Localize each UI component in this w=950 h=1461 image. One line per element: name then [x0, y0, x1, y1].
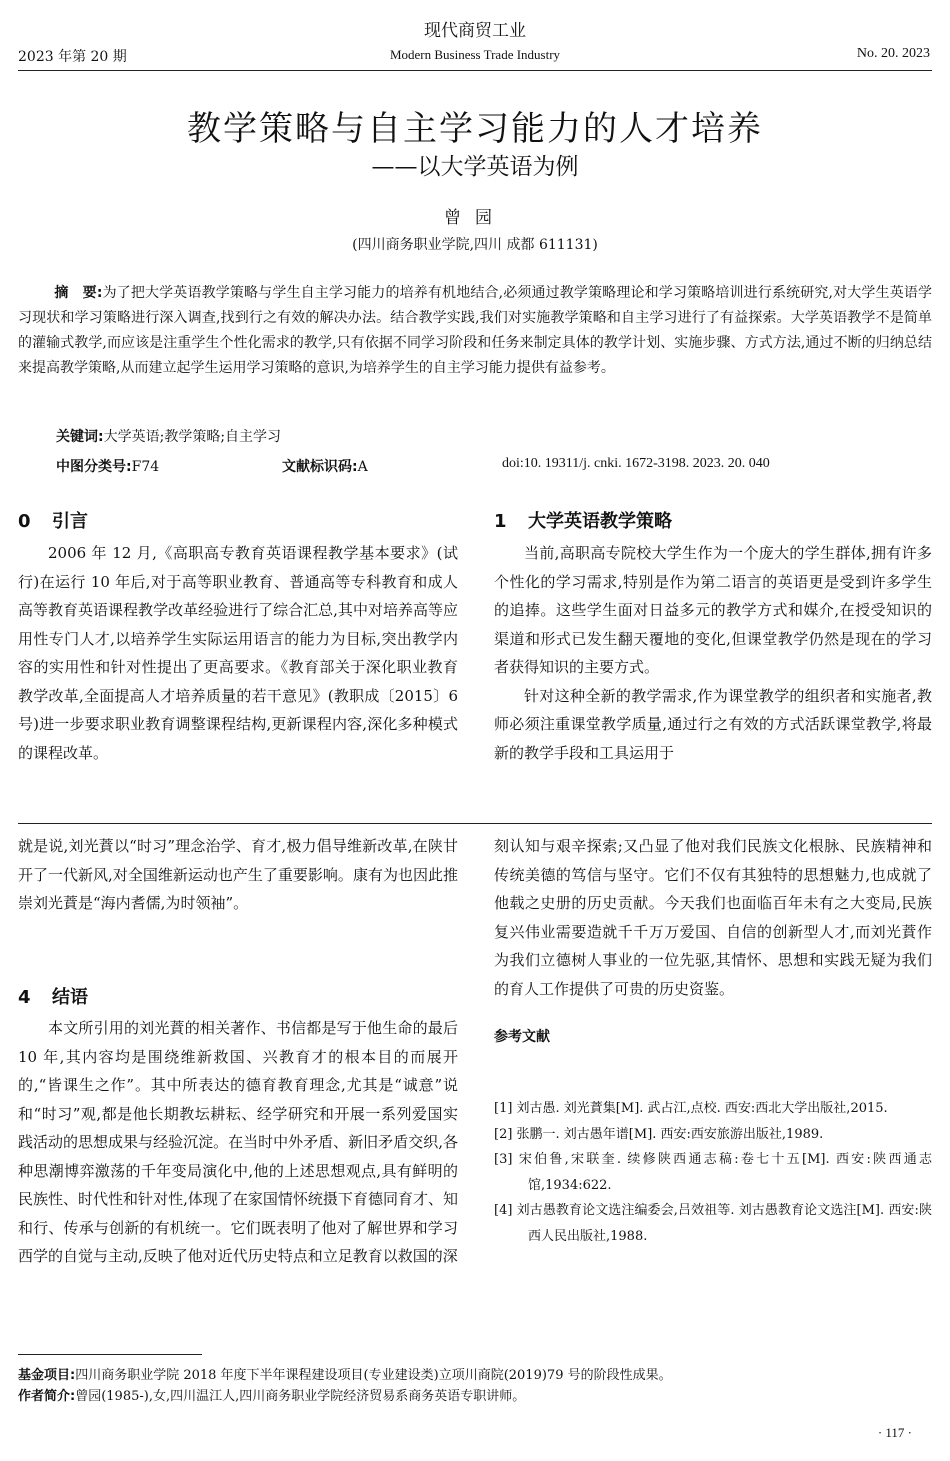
clc-value: F74	[131, 459, 160, 475]
affiliation: (四川商务职业学院,四川 成都 611131)	[352, 237, 598, 253]
page-number: · 117 ·	[877, 1425, 912, 1440]
section-0-body	[18, 539, 458, 767]
abstract-text: 为了把大学英语教学策略与学生自主学习能力的培养有机地结合,必须通过教学策略理论和学习策略培训进行系统研究,对大学生英语学习现状和学习策略进行深入调查,找到行之有效的解决办法。结合教学实践,我们对实施教学策略和自主学习进行了有益探索。大学英语教学不是简单的灌输式教学,而应该是注重学生个性化需求的教学,只有依据不同学习阶段和任务来制定具体的教学计划、实施步骤、方式方法,通过不断的归纳总结来提高教学策略,从而建立起学生运用学习策略的意识,为培养学生的自主学习能力提供有益参考。	[18, 285, 932, 376]
article-title: 教学策略与自主学习能力的人才培养	[187, 109, 763, 149]
section-0-title: 引言	[52, 511, 88, 532]
section-4-body	[18, 1014, 458, 1271]
section-1-title: 大学英语教学策略	[528, 511, 672, 532]
section-1-paragraph-1: 当前,高职高专院校大学生作为一个庞大的学生群体,拥有许多个性化的学习需求,特别是作为第二语言的英语更是受到许多学生的追捧。这些学生面对日益多元的教学方式和媒介,在授受知识的渠道和形式已发生翻天覆地的变化,但课堂教学仍然是现在的学习者获得知识的主要方式。	[494, 544, 932, 676]
left-continuation-paragraph: 就是说,刘光蕡以“时习”理念治学、育才,极力倡导维新改革,在陕甘开了一代新风,对全国维新运动也产生了重要影响。康有为也因此推崇刘光蕡是“海内耆儒,为时领袖”。	[18, 837, 458, 912]
abstract-label: 摘 要:	[54, 285, 103, 301]
section-1-heading	[494, 507, 672, 533]
issue-cn: 2023 年第 20 期	[18, 49, 127, 65]
section-0-heading	[18, 507, 88, 533]
clc-number	[56, 456, 159, 476]
header-rule	[18, 70, 932, 71]
clc-label: 中图分类号:	[56, 459, 132, 475]
keywords-label: 关键词:	[56, 429, 104, 445]
article-subtitle: ——以大学英语为例	[371, 154, 579, 180]
left-continuation	[18, 832, 458, 918]
section-4-paragraph: 本文所引用的刘光蕡的相关著作、书信都是写于他生命的最后 10 年,其内容均是围绕维新救国、兴教育才的根本目的而展开的,“皆课生之作”。其中所表达的德育教育理念,尤其是“诚意”说和“时习”观,都是他长期教坛耕耘、经学研究和开展一系列爱国实践活动的思想成果与经验沉淀。在当时中外矛盾、新旧矛盾交织,各种思潮博弈激荡的千年变局演化中,他的上述思想观点,具有鲜明的民族性、时代性和针对性,体现了在家国情怀统摄下育德同育才、知和行、传承与创新的有机统一。它们既表明了他对了解世界和学习西学的自觉与主动,反映了他对近代历史特点和立足教育以救国的深	[18, 1019, 458, 1265]
keywords-text: 大学英语;教学策略;自主学习	[103, 429, 282, 445]
author-name: 曾园	[444, 208, 506, 228]
doc-code	[282, 456, 368, 476]
fund-note	[18, 1365, 932, 1386]
bio-text: 曾园(1985-),女,四川温江人,四川商务职业学院经济贸易系商务英语专职讲师。	[75, 1389, 526, 1404]
section-1-body	[494, 539, 932, 767]
section-0-number: 0	[18, 511, 31, 532]
reference-item: [2] 张鹏一. 刘古愚年谱[M]. 西安:西安旅游出版社,1989.	[494, 1126, 824, 1142]
reference-item: [1] 刘古愚. 刘光蕡集[M]. 武占江,点校. 西安:西北大学出版社,2015.	[494, 1101, 888, 1116]
right-continuation-paragraph: 刻认知与艰辛探索;又凸显了他对我们民族文化根脉、民族精神和传统美德的笃信与坚守。它们不仅有其独特的思想魅力,也成就了他载之史册的历史贡献。今天我们也面临百年未有之大变局,民族复兴伟业需要造就千千万万爱国、自信的创新型人才,而刘光蕡作为我们立德树人事业的一位先驱,其情怀、思想和实践无疑为我们的育人工作提供了可贵的历史资鉴。	[494, 837, 932, 998]
doc-label: 文献标识码:	[282, 459, 358, 475]
fund-label: 基金项目:	[18, 1368, 76, 1383]
journal-title: 现代商贸工业	[424, 21, 526, 41]
references-title: 参考文献	[494, 1029, 550, 1045]
references-list	[494, 1096, 932, 1249]
section-4-number: 4	[18, 987, 31, 1008]
footnote-rule	[18, 1354, 202, 1355]
section-4-heading	[18, 983, 88, 1009]
section-1-paragraph-2: 针对这种全新的教学需求,作为课堂教学的组织者和实施者,教师必须注重课堂教学质量,通过行之有效的方式活跃课堂教学,将最新的教学手段和工具运用于	[494, 686, 932, 762]
section-4-title: 结语	[52, 987, 88, 1008]
fund-text: 四川商务职业学院 2018 年度下半年课程建设项目(专业建设类)立项川商院(2019)79 号的阶段性成果。	[75, 1368, 672, 1383]
abstract	[18, 281, 932, 381]
section-0-paragraph: 2006 年 12 月,《高职高专教育英语课程教学基本要求》(试行)在运行 10 年后,对于高等职业教育、普通高等专科教育和成人高等教育英语课程教学改革经验进行了综合汇总,其中对培养高等应用性专门人才,以培养学生实际运用语言的能力为目标,突出教学内容的实用性和针对性提出了更高要求。《教育部关于深化职业教育教学改革,全面提高人才培养质量的若干意见》(教职成〔2015〕6 号)进一步要求职业教育调整课程结构,更新课程内容,深化多种模式的课程改革。	[18, 544, 458, 762]
bio-label: 作者简介:	[18, 1389, 76, 1404]
reference-item: [3] 宋伯鲁,宋联奎. 续修陕西通志稿:卷七十五[M]. 西安:陕西通志馆,1934:622.	[494, 1152, 932, 1193]
right-continuation	[494, 832, 932, 1003]
doi: doi:10. 19311/j. cnki. 1672-3198. 2023. 20. 040	[502, 456, 770, 471]
page-divider	[18, 823, 932, 824]
keywords	[56, 426, 281, 446]
author-bio	[18, 1386, 932, 1407]
section-1-number: 1	[494, 511, 507, 532]
journal-en: Modern Business Trade Industry	[389, 47, 561, 62]
reference-item: [4] 刘古愚教育论文选注编委会,吕效祖等. 刘古愚教育论文选注[M]. 西安:陕西人民出版社,1988.	[494, 1203, 932, 1244]
doc-value: A	[357, 459, 368, 475]
issue-en: No. 20. 2023	[856, 46, 930, 61]
